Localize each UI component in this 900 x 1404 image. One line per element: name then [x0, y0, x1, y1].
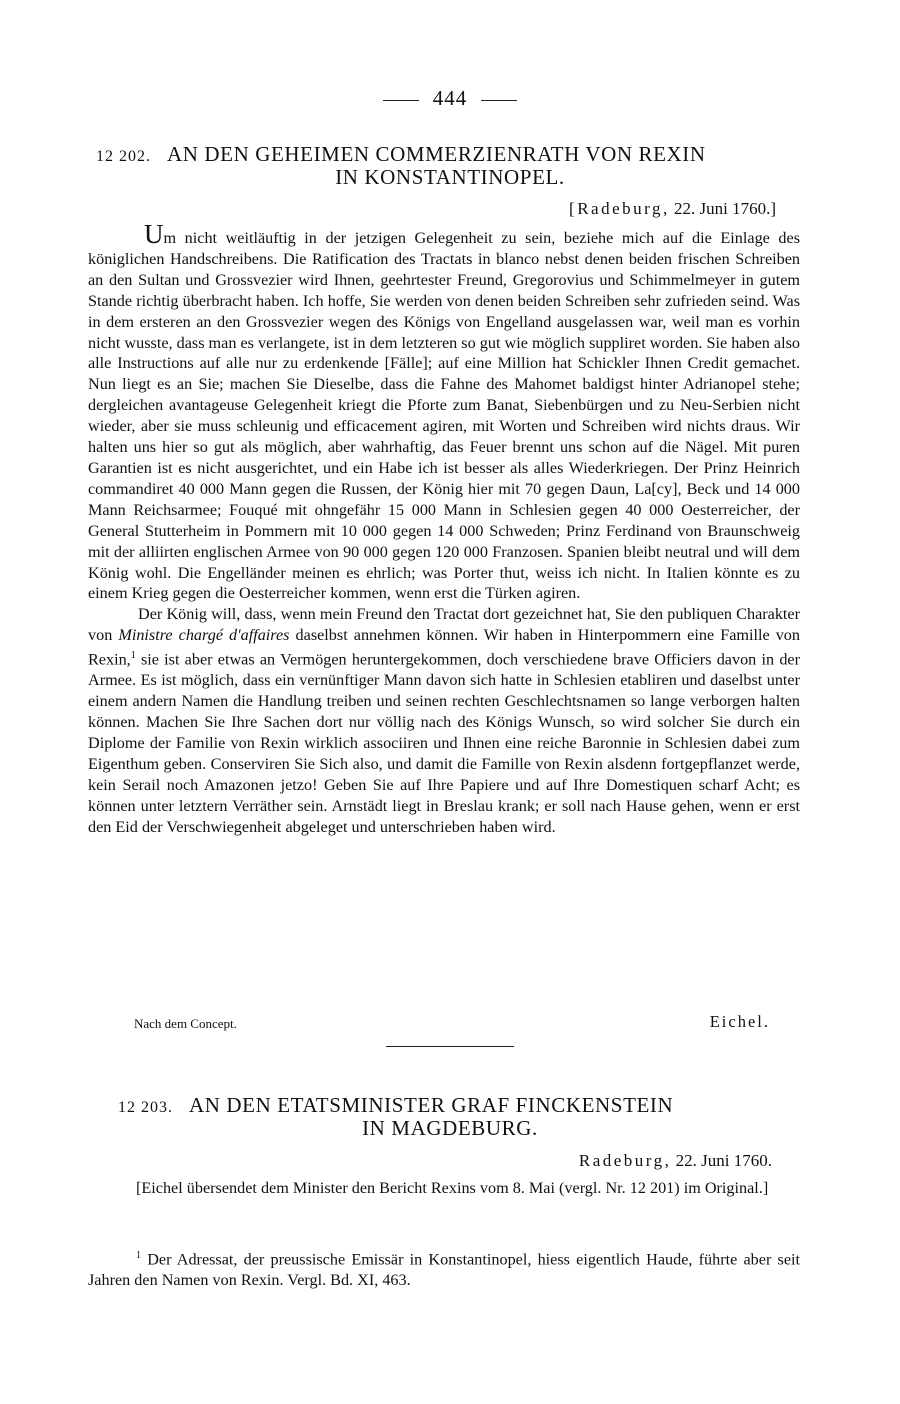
- letter1-paragraph-2-text-b: daselbst annehmen können. Wir haben in Hinterpommern eine Famille von Rexin,: [88, 626, 800, 669]
- letter1-paragraph-1: [88, 219, 800, 604]
- letter2-dateline-place: Radeburg,: [578, 1151, 672, 1170]
- letter2-paragraph: [Eichel übersendet dem Minister den Bericht Rexins vom 8. Mai (vergl. Nr. 12 201) im Original.]: [136, 1179, 769, 1197]
- letter1-number: 12 202.: [96, 148, 151, 165]
- letter2-dateline: [579, 1151, 772, 1171]
- letter1-paragraph-2-text-c: sie ist aber etwas an Vermögen heruntergekommen, doch verschiedene brave Officiers davon in der Armee. Es ist möglich, dass ein vernünftiger Mann davon sich hatte in Schlesien etabliren und daselbst unter einem andern Namen die Handlung treiben und seinen rechten Geschlechtsnamen so lange verborgen halten können. Machen Sie Ihre Sachen dort nur völlig nach des Königs Wunsch, so wird solcher Sie durch ein Diplome der Familie von Rexin wirklich associiren und Ihnen eine reiche Baronnie in Schlesien dabei zum Eigenthum geben. Conserviren Sie Sich also, und damit die Famille von Rexin alsdenn fortgepflanzet werde, kein Serail noch Amazonen jetzo! Geben Sie auf Ihre Papiere und auf Ihre Domestiquen scharf Acht; es können unter letztern Verräther sein. Arnstädt liegt in Breslau krank; er soll nach Hause gehen, wenn er erst den Eid der Verschwiegenheit abgeleget und unterschrieben haben wird.: [88, 650, 800, 836]
- source-note: Nach dem Concept.: [134, 1016, 237, 1031]
- footnote-text: Der Adressat, der preussische Emissär in Konstantinopel, hiess eigentlich Haude, führte aber seit Jahren den Namen von Rexin. Vergl. Bd. XI, 463.: [88, 1250, 801, 1290]
- signature: Eichel.: [709, 1012, 770, 1031]
- letter1-paragraph-2-text-a: Der König will, dass, wenn mein Freund den Tractat dort gezeichnet hat, Sie den publiquen Charakter von: [88, 605, 800, 645]
- letter1-paragraph-1-text: m nicht weitläuftig in der jetzigen Gelegenheit zu sein, beziehe mich auf die Einlage des königlichen Handschreibens. Die Ratification des Tractats in blanco nebst denen beiden frischen Schreiben an den Sultan und Grossvezier wird Ihnen, geehrtester Freund, Gregorovius und Schimmelmeyer in gutem Stande richtig überbracht haben. Ich hoffe, Sie werden von denen beiden Schreiben sehr zufrieden seind. Was in dem ersteren an den Grossvezier wegen des Königs von Engelland ausgelassen war, weil man es vorhin nicht wusste, dass man es verlangete, ist in dem letzteren so gut wie möglich suppliret worden. Sie haben also alle Instructions auf alle nur zu erdenkende [Fälle]; auf eine Million hat Schickler Ihnen Credit gemachet. Nun liegt es an Sie; machen Sie Dieselbe, dass die Fahne des Mahomet baldigst hinter Adrianopel stehe; dergleichen avantageuse Gelegenheit kriegt die Pforte zum Banat, Siebenbürgen und zu Neu-Serbien nicht wieder, aber sie muss schleunig und efficacement agiren, mit Worten und Schreiben wird nichts draus. Wir halten uns hier so gut als möglich, aber wahrhaftig, das Feuer brennt uns schon auf die Nägel. Mit puren Garantien ist es nicht ausgerichtet, und ein Habe ich ist besser als alles Wiederkriegen. Der Prinz Heinrich commandiret 40 000 Mann gegen die Russen, der König hier mit 70 gegen Daun, La[cy], Beck und 14 000 Mann Reichsarmee; Fouqué mit ohngefähr 15 000 Mann in Schlesien gegen 40 000 Oesterreicher, der General Stutterheim in Pommern mit 10 000 gegen 14 000 Schweden; Prinz Ferdinand von Braunschweig mit der alliirten englischen Armee von 90 000 gegen 120 000 Franzosen. Spanien bleibt neutral und will dem König wohl. Die Engelländer meinen es ehrlich; was Porter thut, weiss ich nicht. In Italien könnte es zu einem Krieg gegen die Oesterreicher kommen, wenn erst die Türken agiren.: [88, 229, 800, 603]
- letter1-heading-line2: IN KONSTANTINOPEL.: [335, 165, 565, 189]
- letter1-body: [88, 219, 800, 838]
- page-number-line: [0, 86, 900, 111]
- letter1-dateline-date: 22. Juni 1760.]: [674, 199, 776, 218]
- page-number: 444: [432, 86, 468, 110]
- page-number-dash-right: [481, 100, 517, 101]
- footnote-reference: 1: [130, 650, 136, 662]
- footnote-marker: 1: [136, 1250, 141, 1261]
- footnote: [88, 1245, 800, 1291]
- page-number-dash-left: [383, 100, 419, 101]
- letter2-number: 12 203.: [118, 1099, 173, 1116]
- letter2-heading-line1: AN DEN ETATSMINISTER GRAF FINCKENSTEIN: [189, 1093, 674, 1117]
- dropcap: U: [144, 219, 164, 249]
- letter2-dateline-date: 22. Juni 1760.: [675, 1151, 772, 1170]
- letter1-dateline: [569, 199, 776, 219]
- footnote-paragraph: [88, 1245, 800, 1291]
- letter1-heading-line1: AN DEN GEHEIMEN COMMERZIENRATH VON REXIN: [167, 142, 706, 166]
- letter1-paragraph-2-italic: Ministre chargé d'affaires: [118, 626, 290, 645]
- letter2-heading-line2: IN MAGDEBURG.: [362, 1116, 538, 1140]
- section-divider: [386, 1046, 514, 1047]
- letter1-dateline-place: [Radeburg,: [569, 199, 670, 218]
- letter1-paragraph-2: [88, 604, 800, 837]
- letter2-body: [88, 1178, 800, 1199]
